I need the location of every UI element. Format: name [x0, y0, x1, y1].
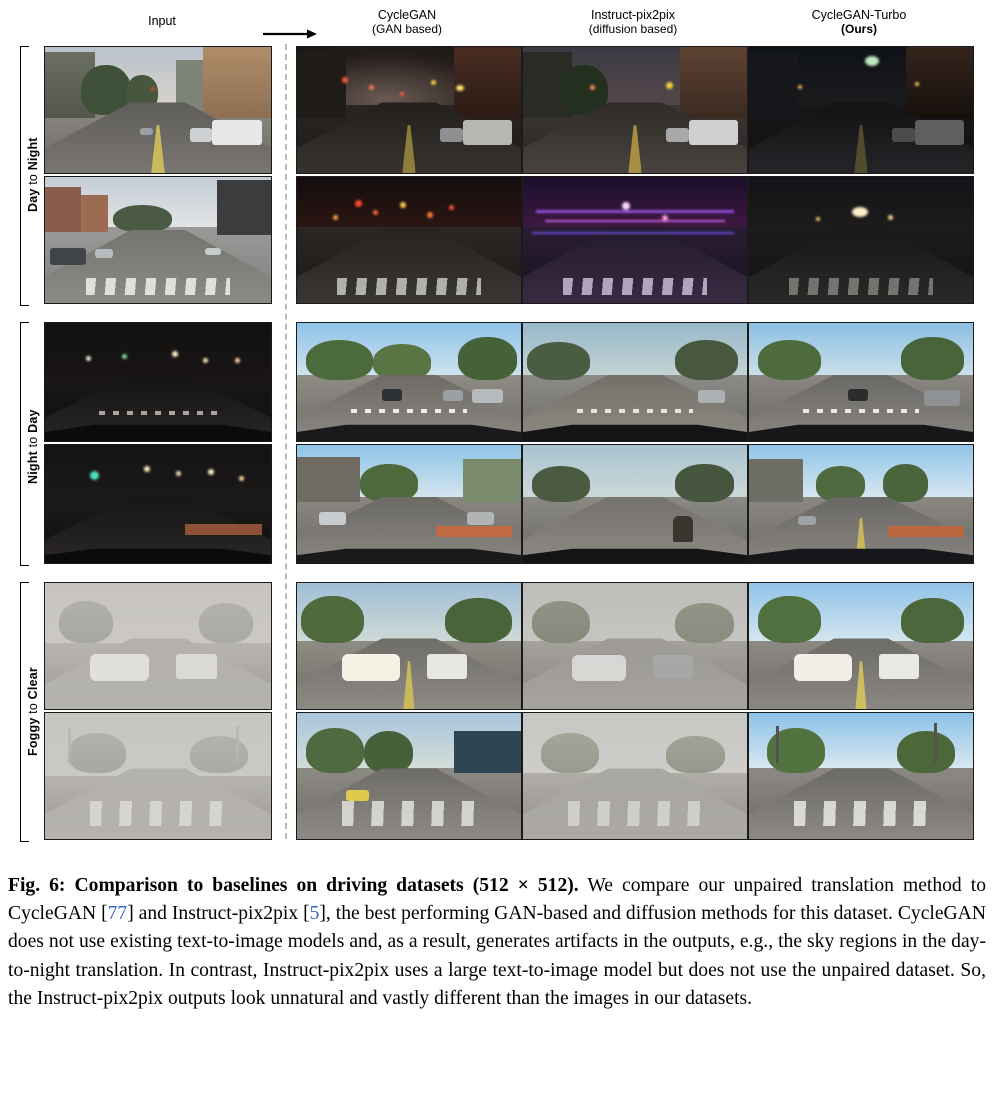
cell-day-to-night-ours-1 — [748, 46, 974, 174]
cell-night-to-day-ours-1 — [748, 322, 974, 442]
cell-night-to-day-ours-2 — [748, 444, 974, 564]
caption-label: Fig. 6: — [8, 875, 66, 896]
column-header-cyclegan-turbo-subtitle: (Ours) — [841, 22, 877, 36]
row-label-day-to-night-prefix: Day — [26, 188, 40, 213]
cell-night-to-day-input-1 — [44, 322, 272, 442]
caption-bold-title: Comparison to baselines on driving datasets (512 × 512). — [74, 875, 579, 896]
column-header-cyclegan-turbo-title: CycleGAN-Turbo — [811, 8, 907, 22]
column-header-cyclegan-title: CycleGAN — [377, 8, 437, 22]
input-output-divider — [285, 44, 287, 839]
cell-night-to-day-instructpix2pix-2 — [522, 444, 748, 564]
row-label-day-to-night-middle: to — [26, 170, 40, 189]
caption-text-2: ] and Instruct-pix2pix [ — [127, 903, 310, 925]
row-label-night-to-day-middle: to — [26, 433, 40, 452]
row-label-night-to-day-suffix: Day — [26, 409, 40, 434]
row-label-foggy-to-clear — [26, 636, 40, 788]
cell-night-to-day-input-2 — [44, 444, 272, 564]
cell-foggy-to-clear-input-2 — [44, 712, 272, 840]
cell-day-to-night-input-1 — [44, 46, 272, 174]
cell-day-to-night-cyclegan-1 — [296, 46, 522, 174]
cell-night-to-day-cyclegan-1 — [296, 322, 522, 442]
cell-night-to-day-instructpix2pix-1 — [522, 322, 748, 442]
cell-foggy-to-clear-input-1 — [44, 582, 272, 710]
column-headers — [0, 8, 994, 44]
cell-day-to-night-input-2 — [44, 176, 272, 304]
cell-night-to-day-cyclegan-2 — [296, 444, 522, 564]
cell-foggy-to-clear-ours-2 — [748, 712, 974, 840]
cell-day-to-night-instructpix2pix-2 — [522, 176, 748, 304]
cell-day-to-night-instructpix2pix-1 — [522, 46, 748, 174]
row-label-foggy-to-clear-prefix: Foggy — [26, 717, 40, 757]
caption-text-1: We compare our unpaired translation method to CycleGAN [ — [8, 875, 986, 925]
row-label-day-to-night — [26, 100, 40, 250]
citation-77[interactable]: 77 — [107, 903, 128, 925]
column-header-instruct-pix2pix-title: Instruct-pix2pix — [590, 8, 676, 22]
figure-caption — [8, 872, 986, 1013]
row-label-foggy-to-clear-middle: to — [26, 699, 40, 718]
row-label-night-to-day-prefix: Night — [26, 451, 40, 485]
column-header-input — [48, 14, 276, 28]
cell-foggy-to-clear-instructpix2pix-2 — [522, 712, 748, 840]
row-label-foggy-to-clear-suffix: Clear — [26, 667, 40, 700]
citation-5[interactable]: 5 — [309, 903, 320, 925]
column-header-instruct-pix2pix-subtitle: (diffusion based) — [588, 22, 678, 36]
row-label-day-to-night-suffix: Night — [26, 137, 40, 171]
row-label-night-to-day — [26, 372, 40, 522]
column-header-instruct-pix2pix — [522, 8, 744, 36]
cell-foggy-to-clear-cyclegan-1 — [296, 582, 522, 710]
cell-foggy-to-clear-cyclegan-2 — [296, 712, 522, 840]
cell-day-to-night-cyclegan-2 — [296, 176, 522, 304]
column-header-cyclegan-turbo — [748, 8, 970, 36]
cell-foggy-to-clear-instructpix2pix-1 — [522, 582, 748, 710]
cell-day-to-night-ours-2 — [748, 176, 974, 304]
caption-text-3: ], the best performing GAN-based and diffusion methods for this dataset. CycleGAN does not use existing text-to-image models and, as a result, generates artifacts in the outputs, e.g., the sky regions in the day-to-night translation. In contrast, Instruct-pix2pix uses a large text-to-image model but does not use the unpaired dataset. So, the Instruct-pix2pix outputs look unnatural and vastly different than the images in our datasets. — [8, 903, 986, 1009]
cell-foggy-to-clear-ours-1 — [748, 582, 974, 710]
column-header-cyclegan-subtitle: (GAN based) — [371, 22, 443, 36]
column-header-cyclegan — [296, 8, 518, 36]
column-header-input-title: Input — [148, 14, 176, 28]
